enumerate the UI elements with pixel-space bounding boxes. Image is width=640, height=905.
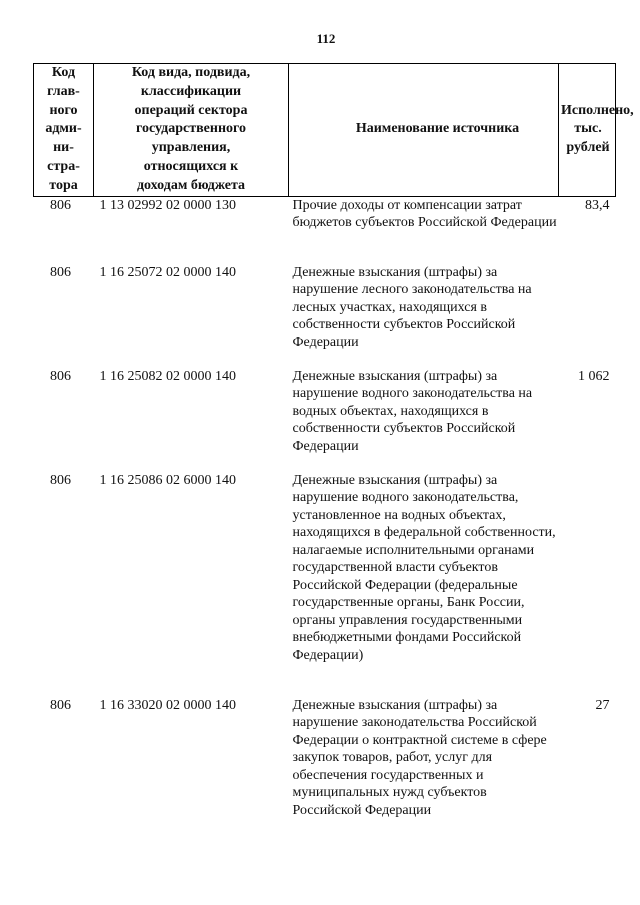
page-number: 112 (316, 31, 336, 46)
budget-revenue-table (33, 63, 634, 837)
admin-code-cell: 806 (50, 368, 71, 384)
source-name-cell: Денежные взыскания (штрафы) за нарушение водного законодательства, установленное на водных объектах, находящихся в федеральной собственности, налагаемые исполнительными органами государственной власти субъектов Российской Федерации (федеральные государственные органы, Банк России, органы управления государственными внебюджетными фондами Российской Федерации) (292, 472, 556, 663)
classification-code-cell: 1 16 25086 02 6000 140 (99, 472, 236, 488)
classification-code-cell: 1 16 25082 02 0000 140 (99, 368, 236, 384)
source-name-cell: Денежные взыскания (штрафы) за нарушение лесного законодательства на лесных участках, находящихся в собственности субъектов Российской Федерации (292, 264, 532, 350)
executed-amount-cell: 1 062 (578, 368, 610, 384)
admin-code-cell: 806 (50, 197, 71, 213)
header-admin-code: Код глав- ного адми- ни- стра- тора (34, 64, 94, 197)
table-row (34, 697, 616, 837)
executed-amount-cell (559, 472, 616, 697)
executed-amount-cell (559, 264, 616, 368)
admin-code-cell: 806 (50, 472, 71, 488)
header-executed: Исполнено, тыс. рублей (559, 64, 616, 197)
admin-code-cell: 806 (50, 697, 71, 713)
classification-code-cell: 1 13 02992 02 0000 130 (99, 197, 236, 213)
classification-code-cell: 1 16 25072 02 0000 140 (99, 264, 236, 280)
table-row (34, 368, 616, 472)
executed-amount-cell: 27 (595, 697, 610, 713)
table-row (34, 472, 616, 697)
source-name-cell: Денежные взыскания (штрафы) за нарушение водного законодательства на водных объектах, находящихся в собственности субъектов Российской Федерации (292, 368, 533, 454)
table-row (34, 196, 616, 264)
table-row (34, 264, 616, 368)
header-source-name: Наименование источника (289, 64, 559, 197)
table-header-row (34, 64, 616, 197)
source-name-cell: Денежные взыскания (штрафы) за нарушение законодательства Российской Федерации о контрактной системе в сфере закупок товаров, работ, услуг для обеспечения государственных и муниципальных нужд субъектов Российской Федерации (292, 697, 547, 818)
admin-code-cell: 806 (50, 264, 71, 280)
classification-code-cell: 1 16 33020 02 0000 140 (99, 697, 236, 713)
header-classification-code: Код вида, подвида, классификации операций сектора государственного управления, относящихся к доходам бюджета (94, 64, 289, 197)
executed-amount-cell: 83,4 (585, 197, 610, 213)
source-name-cell: Прочие доходы от компенсации затрат бюджетов субъектов Российской Федерации (292, 197, 557, 231)
